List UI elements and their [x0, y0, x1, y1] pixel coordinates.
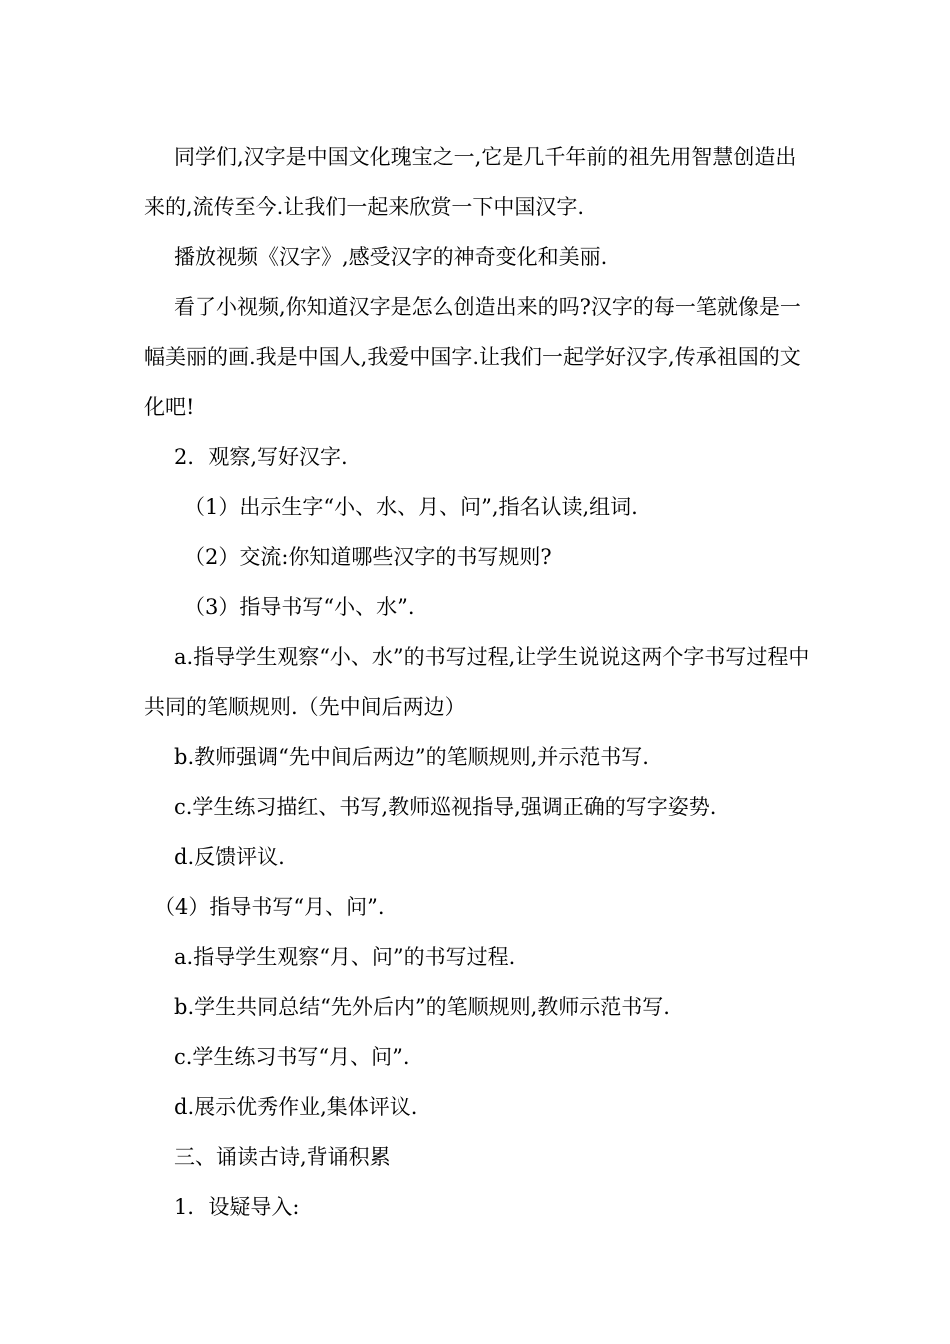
step-4: （4）指导书写“月、问”. [154, 895, 385, 919]
step-2: （2）交流:你知道哪些汉字的书写规则? [184, 545, 552, 569]
step-3a: a.指导学生观察“小、水”的书写过程,让学生说说这两个字书写过程中共同的笔顺规则.（先中间后两边） [144, 645, 810, 719]
paragraph-video: 播放视频《汉字》,感受汉字的神奇变化和美丽. [174, 245, 608, 269]
paragraph-discussion: 看了小视频,你知道汉字是怎么创造出来的吗?汉字的每一笔就像是一幅美丽的画.我是中国人,我爱中国字.让我们一起学好汉字,传承祖国的文化吧! [144, 295, 801, 419]
step-4b: b.学生共同总结“先外后内”的笔顺规则,教师示范书写. [174, 995, 670, 1019]
step-3d: d.反馈评议. [174, 845, 285, 869]
section-heading-observe: 2．观察,写好汉字. [174, 445, 348, 469]
step-4a: a.指导学生观察“月、问”的书写过程. [174, 945, 516, 969]
step-3c: c.学生练习描红、书写,教师巡视指导,强调正确的写字姿势. [174, 795, 717, 819]
paragraph-intro: 同学们,汉字是中国文化瑰宝之一,它是几千年前的祖先用智慧创造出来的,流传至今.让我们一起来欣赏一下中国汉字. [144, 145, 797, 219]
section-item-1: 1．设疑导入: [174, 1195, 300, 1219]
step-1: （1）出示生字“小、水、月、问”,指名认读,组词. [184, 495, 638, 519]
document-body [144, 132, 814, 1232]
section-heading-poems: 三、诵读古诗,背诵积累 [174, 1145, 391, 1169]
step-4d: d.展示优秀作业,集体评议. [174, 1095, 418, 1119]
step-3: （3）指导书写“小、水”. [184, 595, 415, 619]
step-3b: b.教师强调“先中间后两边”的笔顺规则,并示范书写. [174, 745, 649, 769]
step-4c: c.学生练习书写“月、问”. [174, 1045, 410, 1069]
